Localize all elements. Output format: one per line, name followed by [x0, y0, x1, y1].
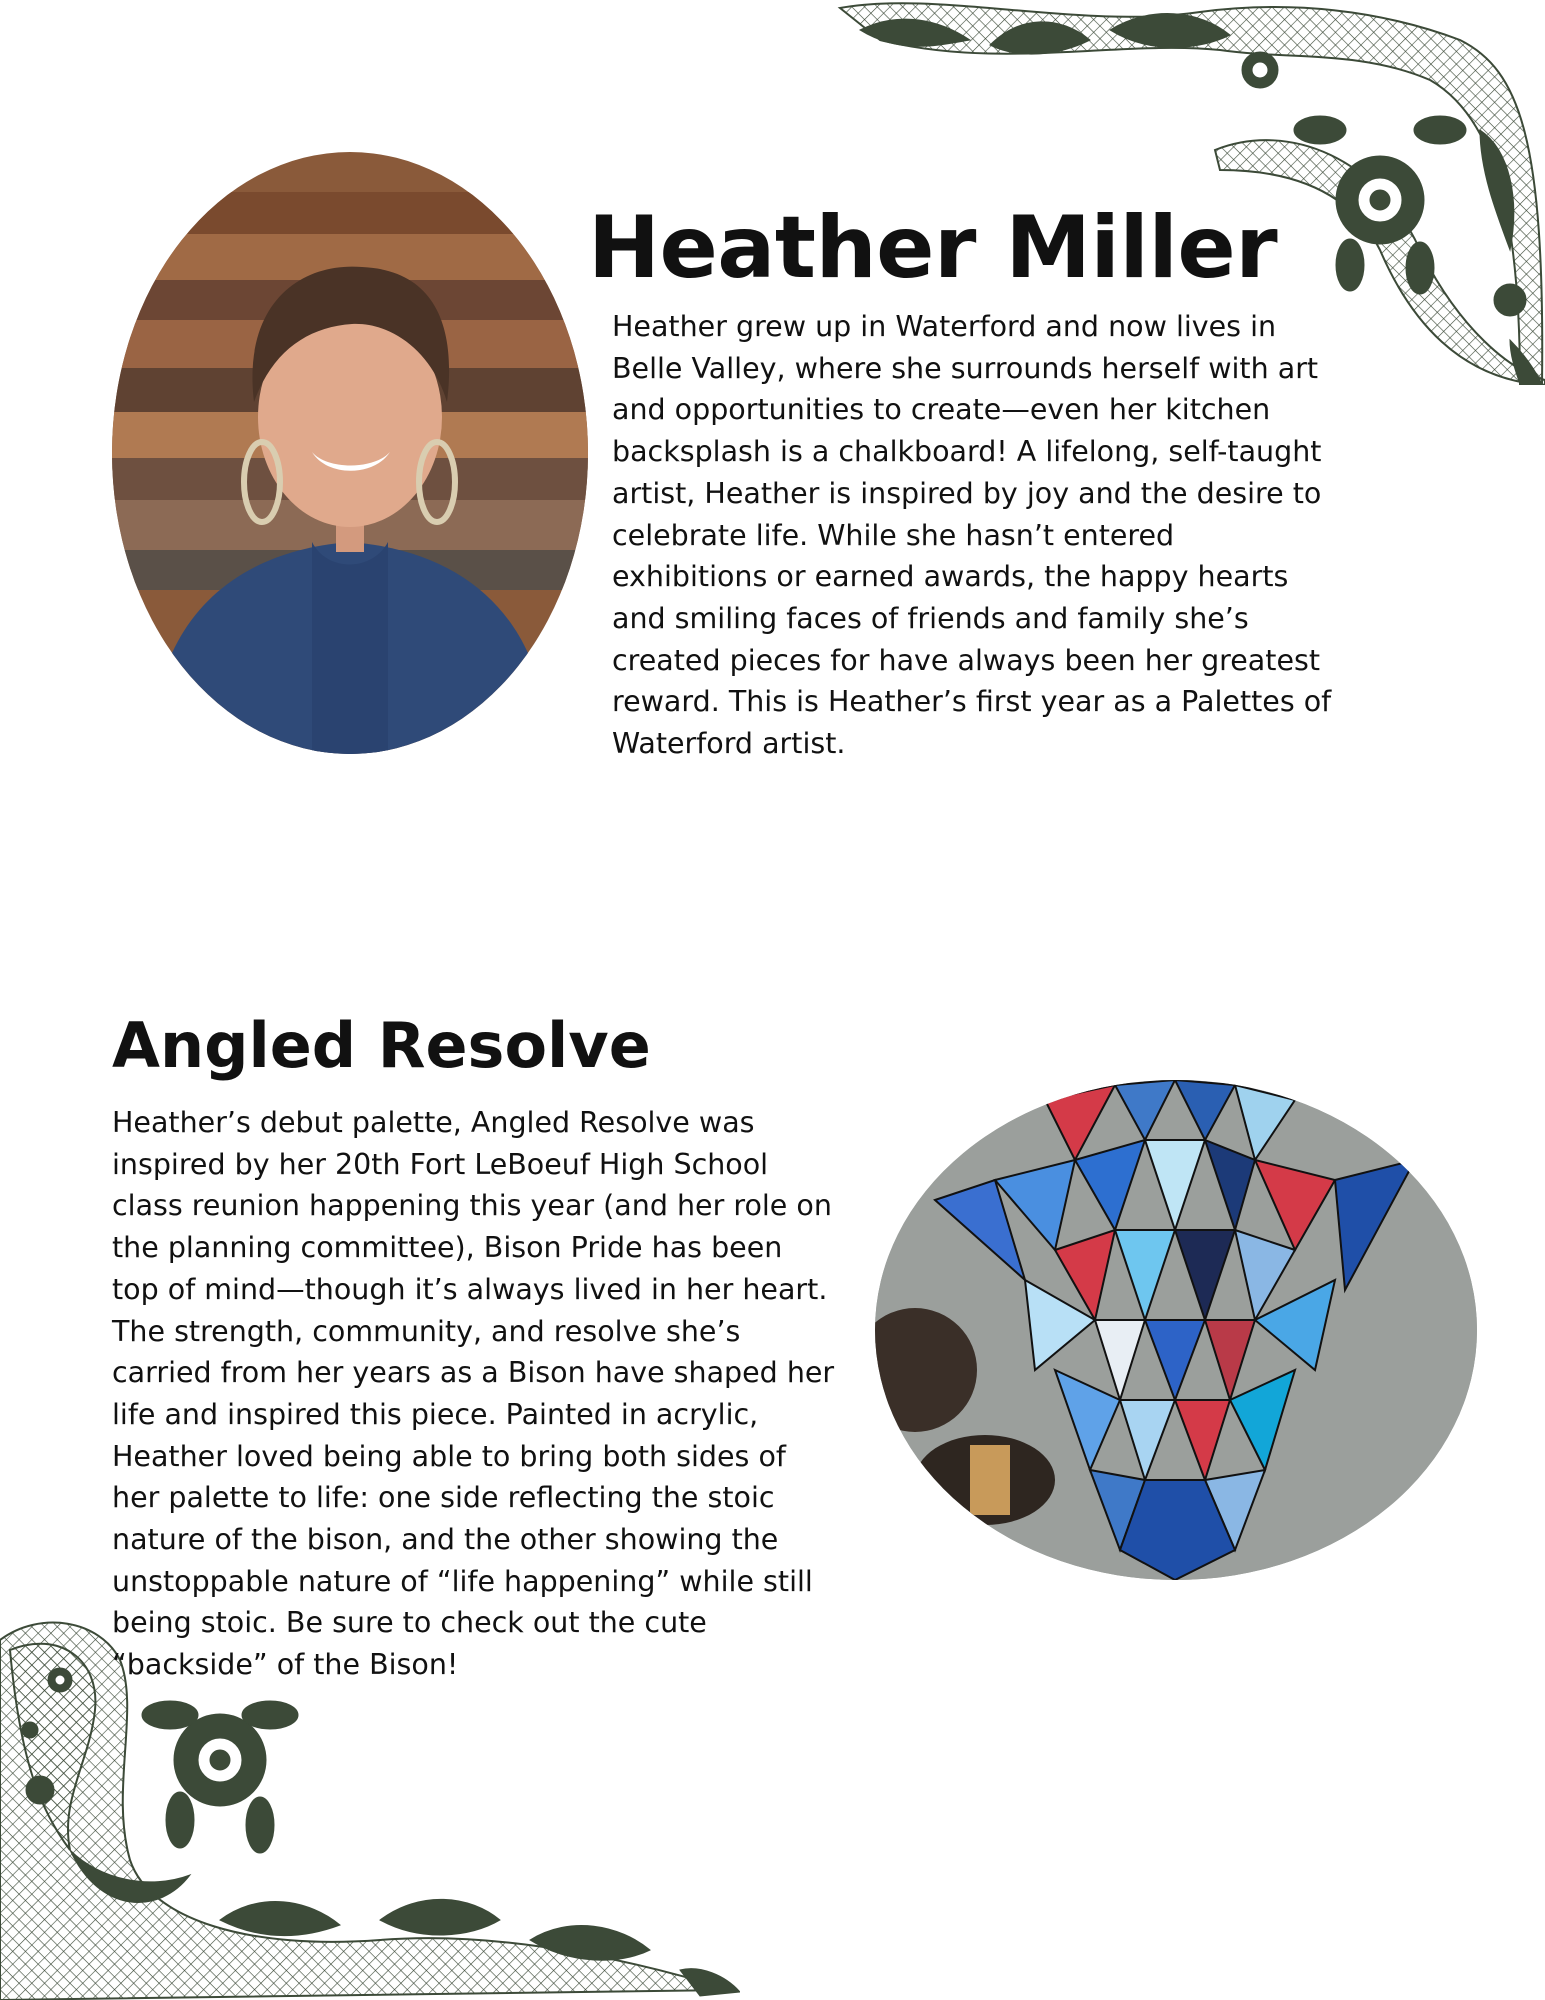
artist-portrait [112, 152, 588, 754]
artwork-photo [875, 1080, 1477, 1580]
bison-painting-icon [875, 1080, 1477, 1580]
artist-name: Heather Miller [588, 198, 1278, 298]
artwork-title: Angled Resolve [112, 1009, 651, 1082]
artwork-description: Heather’s debut palette, Angled Resolve was inspired by her 20th Fort LeBoeuf High School class reunion happening this year (and her role on the planning committee), Bison Pride has been top of mind—though it’s always lived in her heart. The strength, community, and resolve she’s carried from her years as a Bison have shaped her life and inspired this piece. Painted in acrylic, Heather loved being able to bring both sides of her palette to life: one side reflecting the stoic nature of the bison, and the other showing the unstoppable nature of “life happening” while still being stoic. Be sure to check out the cute “backside” of the Bison! [112, 1106, 835, 1682]
artist-bio: Heather grew up in Waterford and now lives in Belle Valley, where she surrounds herself with art and opportunities to create—even her kitchen backsplash is a chalkboard! A lifelong, self-taught artist, Heather is inspired by joy and the desire to celebrate life. While she hasn’t entered exhibitions or earned awards, the happy hearts and smiling faces of friends and family she’s created pieces for have always been her greatest reward. This is Heather’s first year as a Palettes of Waterford artist. [612, 310, 1332, 761]
portrait-image-icon [112, 152, 588, 754]
